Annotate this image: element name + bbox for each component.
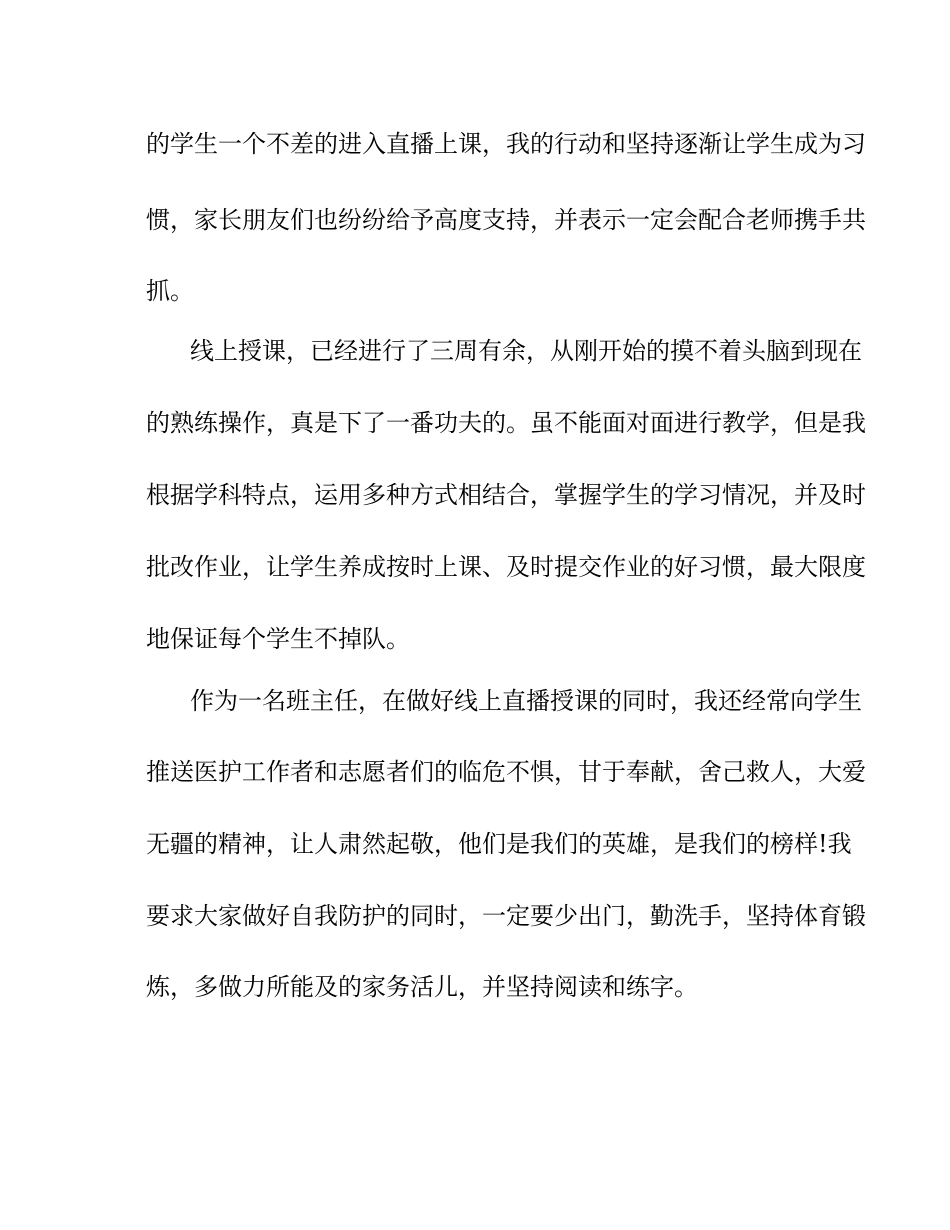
text-line: 推送医护工作者和志愿者们的临危不惧，甘于奉献，舍己救人，大爱 xyxy=(146,758,866,786)
text-line: 的学生一个不差的进入直播上课，我的行动和坚持逐渐让学生成为习 xyxy=(146,130,866,158)
text-line: 无疆的精神，让人肃然起敬，他们是我们的英雄，是我们的榜样!我 xyxy=(146,830,852,858)
text-line: 根据学科特点，运用多种方式相结合，掌握学生的学习情况，并及时 xyxy=(146,481,866,509)
text-line: 地保证每个学生不掉队。 xyxy=(146,625,410,653)
text-line: 炼，多做力所能及的家务活儿，并坚持阅读和练字。 xyxy=(146,973,698,1001)
text-line: 的熟练操作，真是下了一番功夫的。虽不能面对面进行教学，但是我 xyxy=(146,409,866,437)
text-line: 抓。 xyxy=(146,277,194,305)
text-line: 要求大家做好自我防护的同时，一定要少出门，勤洗手，坚持体育锻 xyxy=(146,902,866,930)
text-line: 批改作业，让学生养成按时上课、及时提交作业的好习惯，最大限度 xyxy=(146,553,866,581)
paragraph-start-line: 线上授课，已经进行了三周有余，从刚开始的摸不着头脑到现在 xyxy=(190,337,862,365)
paragraph-start-line: 作为一名班主任，在做好线上直播授课的同时，我还经常向学生 xyxy=(190,687,862,715)
text-line: 惯，家长朋友们也纷纷给予高度支持，并表示一定会配合老师携手共 xyxy=(146,206,866,234)
